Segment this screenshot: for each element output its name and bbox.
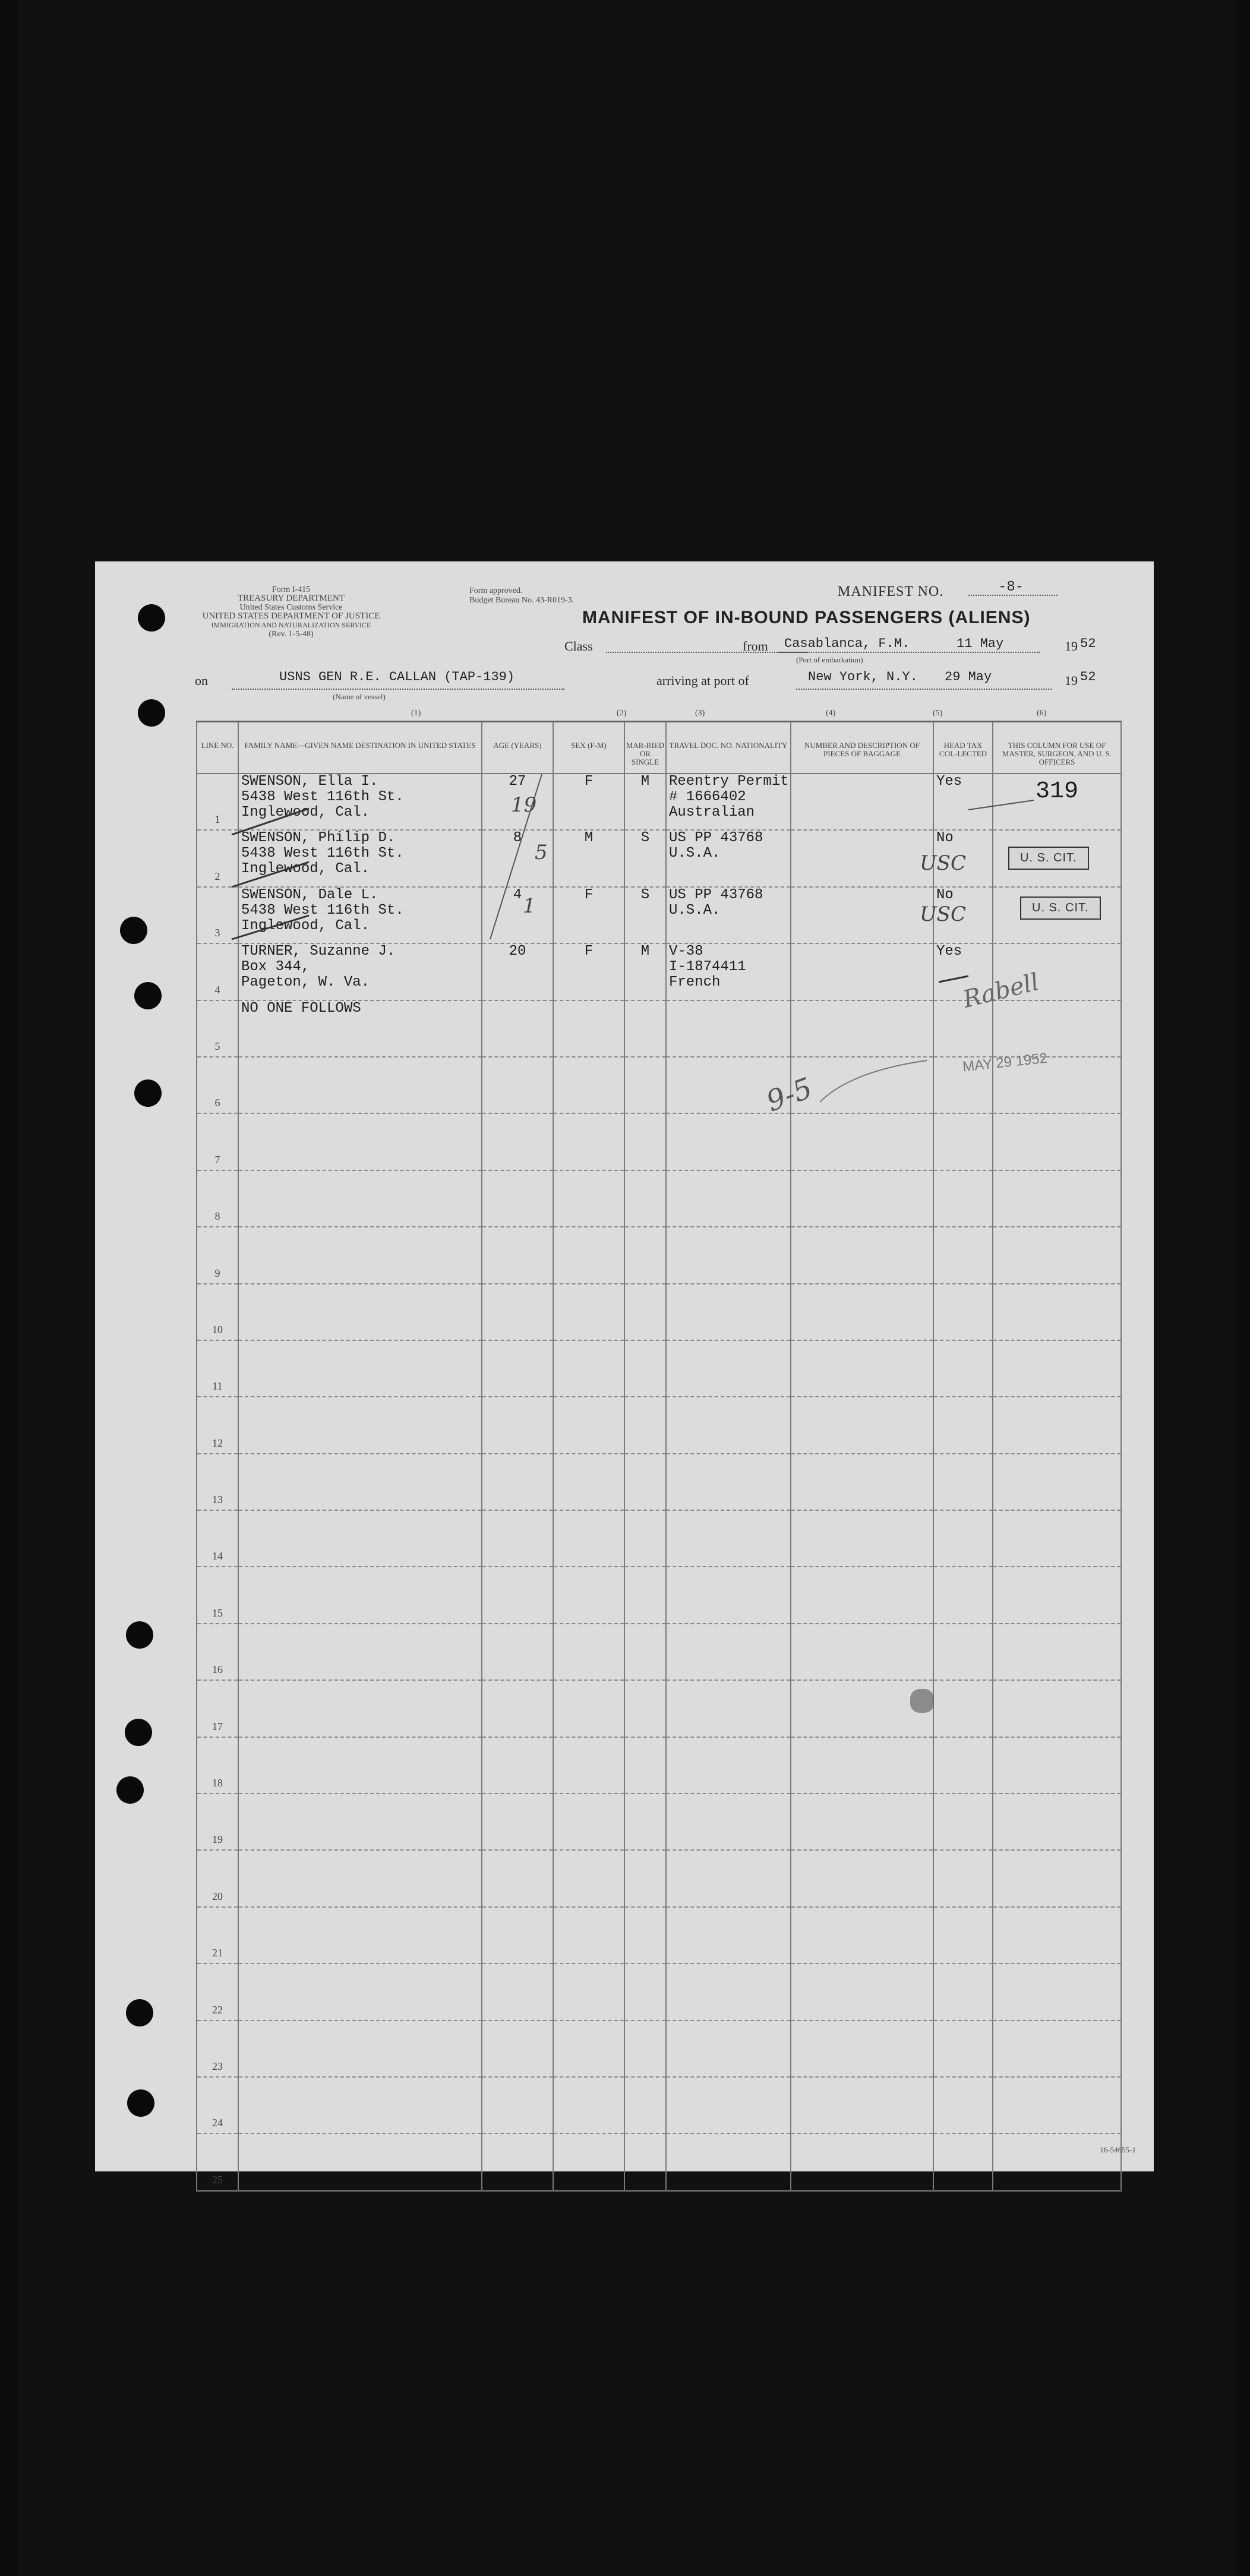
handwritten-age-mark: 5 xyxy=(535,841,548,864)
passenger-name-destination-line: Inglewood, Cal. xyxy=(241,917,370,934)
column-number-2: (2) xyxy=(617,709,627,718)
header-officers: THIS COLUMN FOR USE OF MASTER, SURGEON, AND U. S. OFFICERS xyxy=(993,722,1121,774)
age-cell: 4 xyxy=(482,887,553,943)
handwritten-usc: USC xyxy=(920,902,966,926)
line-number: 14 xyxy=(197,1510,238,1567)
check-stroke xyxy=(968,800,1034,810)
travel-doc-cell-line: US PP 43768 xyxy=(669,886,763,903)
line-number: 18 xyxy=(197,1737,238,1794)
column-number-4: (4) xyxy=(826,709,836,718)
handwritten-usc: USC xyxy=(920,851,966,875)
travel-doc-cell-line: U.S.A. xyxy=(669,845,721,862)
check-stroke xyxy=(232,809,309,835)
passenger-name-destination-line: Inglewood, Cal. xyxy=(241,861,370,877)
passenger-name-destination-line: 5438 West 116th St. xyxy=(241,845,404,862)
arrival-date: 29 May xyxy=(945,670,992,684)
passenger-name-destination-line: 5438 West 116th St. xyxy=(241,789,404,805)
line-number: 7 xyxy=(197,1113,238,1170)
class-label: Class xyxy=(564,639,593,654)
line-number: 11 xyxy=(197,1340,238,1397)
sex-cell: F xyxy=(553,887,624,943)
head-tax-cell: No xyxy=(933,830,993,886)
line-number: 2 xyxy=(197,830,238,886)
passenger-name-destination-line: SWENSON, Dale L. xyxy=(241,886,378,903)
officer-cell: 319 xyxy=(993,774,1121,830)
manifest-title: MANIFEST OF IN-BOUND PASSENGERS (ALIENS) xyxy=(582,608,1031,627)
check-stroke xyxy=(939,976,968,982)
from-label: from xyxy=(743,639,768,654)
head-tax-cell: Yes xyxy=(933,774,993,830)
handwritten-note: 9-5 xyxy=(762,1071,817,1119)
check-stroke xyxy=(232,916,309,939)
line-number: 9 xyxy=(197,1227,238,1283)
line-number: 16 xyxy=(197,1624,238,1680)
year-prefix: 19 xyxy=(1065,639,1078,654)
column-number-5: (5) xyxy=(933,709,943,718)
handwritten-age-mark: 1 xyxy=(523,894,536,918)
us-citizen-stamp: U. S. CIT. xyxy=(1008,847,1089,870)
passenger-name-destination-line: SWENSON, Philip D. xyxy=(241,830,396,847)
manifest-no-label: MANIFEST NO. xyxy=(838,584,944,599)
header-head-tax: HEAD TAX COL-LECTED xyxy=(933,722,993,774)
head-tax-cell: No xyxy=(933,887,993,943)
travel-doc-cell-line: U.S.A. xyxy=(669,902,721,918)
vessel-name: USNS GEN R.E. CALLAN (TAP-139) xyxy=(279,670,515,684)
form-number: Form I-415 xyxy=(272,585,311,594)
inspection-date-stamp: MAY 29 1952 xyxy=(961,1050,1049,1075)
line-number: 25 xyxy=(197,2133,238,2190)
passenger-name-destination-line: 5438 West 116th St. xyxy=(241,902,404,918)
line-number: 20 xyxy=(197,1850,238,1906)
line-number: 3 xyxy=(197,887,238,943)
year-prefix-2: 19 xyxy=(1065,673,1078,688)
header-travel-doc: TRAVEL DOC. NO. NATIONALITY xyxy=(666,722,791,774)
arriving-label: arriving at port of xyxy=(656,673,749,688)
arrival-year: 52 xyxy=(1080,670,1096,684)
on-label: on xyxy=(195,673,208,688)
line-number: 21 xyxy=(197,1907,238,1963)
travel-doc-cell-line: I-1874411 xyxy=(669,959,746,976)
line-number: 17 xyxy=(197,1680,238,1737)
married-cell: M xyxy=(624,943,666,1000)
travel-doc-cell-line: US PP 43768 xyxy=(669,830,763,847)
sex-cell: F xyxy=(553,774,624,830)
passenger-name-destination-line: NO ONE FOLLOWS xyxy=(241,1000,361,1016)
passenger-name-destination-line: TURNER, Suzanne J. xyxy=(241,943,396,960)
line-number: 15 xyxy=(197,1567,238,1623)
embarkation-year: 52 xyxy=(1080,636,1096,651)
header-name: FAMILY NAME—GIVEN NAME DESTINATION IN UNITED STATES xyxy=(238,722,482,774)
officer-initials: Rabell xyxy=(960,968,1042,1014)
check-stroke xyxy=(232,862,309,887)
passenger-name-destination-line: Pageton, W. Va. xyxy=(241,974,370,991)
manifest-page xyxy=(95,561,1154,2186)
column-number-6: (6) xyxy=(1037,709,1047,718)
line-number: 22 xyxy=(197,1963,238,2020)
age-cell: 8 xyxy=(482,830,553,886)
passenger-name-destination-line: Inglewood, Cal. xyxy=(241,804,370,820)
line-number: 24 xyxy=(197,2077,238,2133)
doj: UNITED STATES DEPARTMENT OF JUSTICE xyxy=(202,611,380,621)
travel-doc-cell-line: French xyxy=(669,974,721,991)
age-cell: 27 xyxy=(482,774,553,830)
check-stroke xyxy=(820,1060,927,1102)
age-cell: 20 xyxy=(482,943,553,1000)
header-line-no: LINE NO. xyxy=(197,722,238,774)
passenger-name-destination-line: SWENSON, Ella I. xyxy=(241,774,378,790)
ins: IMMIGRATION AND NATURALIZATION SERVICE xyxy=(211,621,371,629)
treasury-dept: TREASURY DEPARTMENT xyxy=(237,594,345,603)
travel-doc-cell-line: Reentry Permit xyxy=(669,774,789,790)
line-number: 23 xyxy=(197,2021,238,2077)
port-caption: (Port of embarkation) xyxy=(796,655,863,664)
embarkation-date: 11 May xyxy=(957,636,1004,651)
head-tax-cell: Yes xyxy=(933,943,993,1000)
sex-cell: F xyxy=(553,943,624,1000)
header-married: MAR-RIED OR SINGLE xyxy=(624,722,666,774)
column-number-1: (1) xyxy=(411,709,421,718)
header-age: AGE (YEARS) xyxy=(482,722,553,774)
line-number: 19 xyxy=(197,1794,238,1850)
line-number: 6 xyxy=(197,1057,238,1113)
travel-doc-cell-line: Australian xyxy=(669,804,755,820)
form-approved: Form approved. xyxy=(469,586,523,595)
us-citizen-stamp: U. S. CIT. xyxy=(1020,896,1101,920)
line-number: 8 xyxy=(197,1170,238,1227)
married-cell: S xyxy=(624,830,666,886)
line-number: 10 xyxy=(197,1284,238,1340)
handwritten-age-mark: 19 xyxy=(511,793,537,817)
arrival-port: New York, N.Y. xyxy=(808,670,918,684)
manifest-no-value: -8- xyxy=(998,579,1024,595)
line-number: 12 xyxy=(197,1397,238,1453)
pen-check-marks xyxy=(95,561,1154,2171)
travel-doc-cell-line: V-38 xyxy=(669,943,703,960)
passenger-name-destination-line: Box 344, xyxy=(241,959,310,976)
vessel-caption: (Name of vessel) xyxy=(333,692,386,701)
port-of-embarkation: Casablanca, F.M. xyxy=(784,636,910,651)
revision: (Rev. 1-5-48) xyxy=(269,630,314,639)
header-baggage: NUMBER AND DESCRIPTION OF PIECES OF BAGGAGE xyxy=(791,722,933,774)
ink-smudge xyxy=(910,1689,934,1713)
line-number: 4 xyxy=(197,943,238,1000)
line-number: 13 xyxy=(197,1454,238,1510)
header-sex: SEX (F-M) xyxy=(553,722,624,774)
sex-cell: M xyxy=(553,830,624,886)
line-number: 5 xyxy=(197,1000,238,1057)
column-number-3: (3) xyxy=(695,709,705,718)
budget-bureau: Budget Bureau No. 43-R019-3. xyxy=(469,596,575,605)
form-code: 16-54655-1 xyxy=(1100,2145,1136,2154)
married-cell: M xyxy=(624,774,666,830)
line-number: 1 xyxy=(197,774,238,830)
travel-doc-cell-line: # 1666402 xyxy=(669,789,746,805)
check-stroke xyxy=(490,774,542,939)
customs-service: United States Customs Service xyxy=(239,603,343,612)
married-cell: S xyxy=(624,887,666,943)
